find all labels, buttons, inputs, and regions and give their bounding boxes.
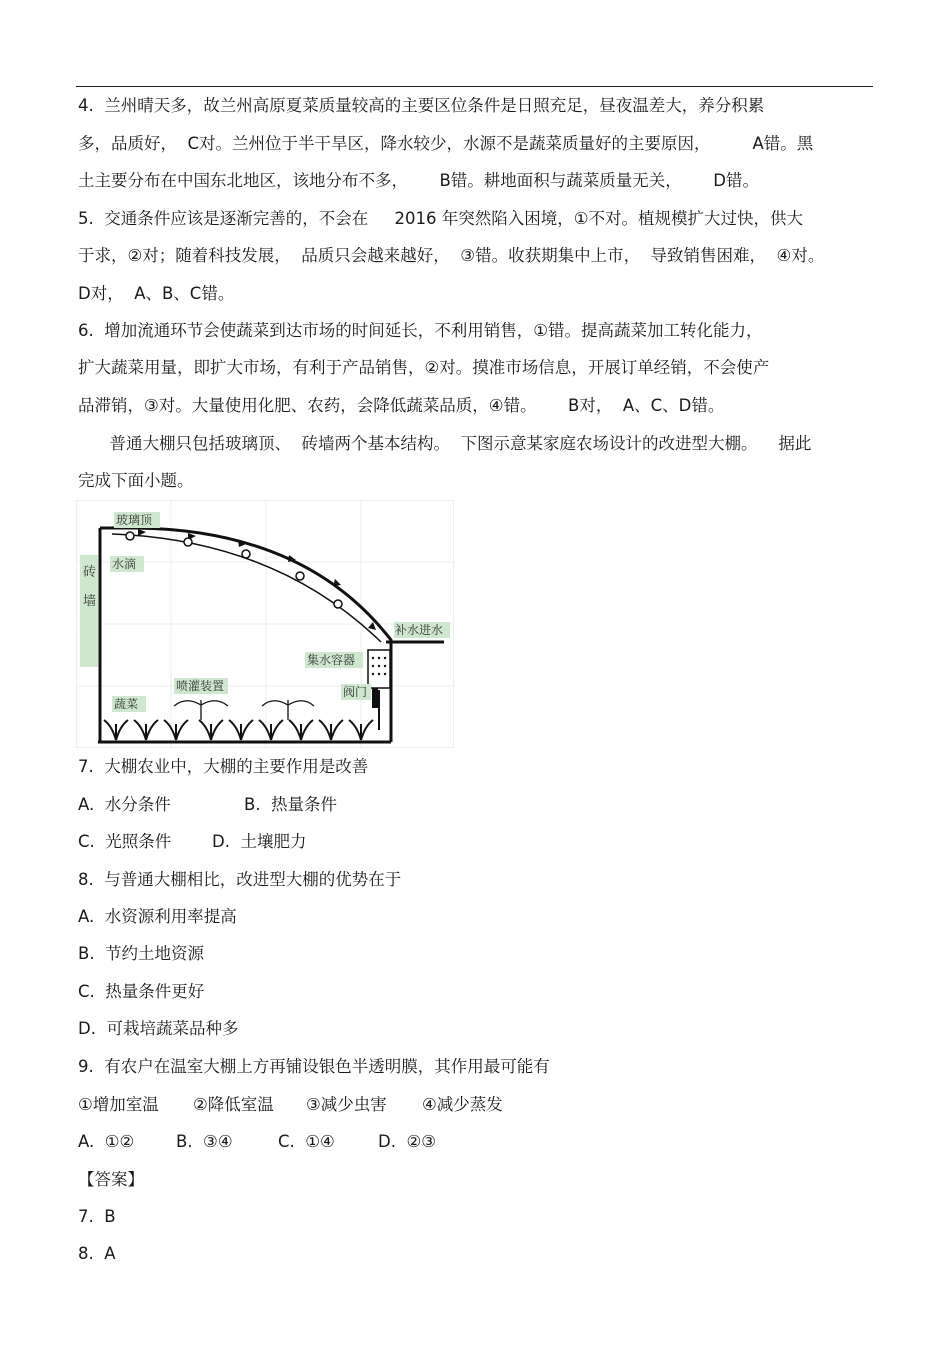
q9-option-c: C. ①④ <box>278 1132 335 1151</box>
answer-line: 8. A <box>78 1244 116 1263</box>
text-line: 扩大蔬菜用量，即扩大市场，有利于产品销售，②对。摸准市场信息，开展订单经销，不会使产 <box>78 358 770 377</box>
header-rule <box>76 86 873 87</box>
q9-option-d: D. ②③ <box>378 1132 437 1151</box>
q8-option-b: B. 节约土地资源 <box>78 944 205 963</box>
q9-item: ③减少虫害 <box>306 1095 387 1114</box>
q8-option-a: A. 水资源利用率提高 <box>78 907 237 926</box>
q8-option-c: C. 热量条件更好 <box>78 982 205 1001</box>
sprinkler-label: 喷灌装置 <box>176 679 225 693</box>
text-line: 5. 交通条件应该是逐渐完善的，不会在 2016 年突然陷入困境，①不对。植规模扩大过快，供大 <box>78 209 803 228</box>
q7-option-c: C. 光照条件 <box>78 832 172 851</box>
greenhouse-diagram <box>76 500 454 748</box>
q7-option-b: B. 热量条件 <box>244 795 338 814</box>
roof-label: 玻璃顶 <box>116 513 153 527</box>
tank-label: 集水容器 <box>307 653 356 667</box>
q9-option-a: A. ①② <box>78 1132 135 1151</box>
q7-option-d: D. 土壤肥力 <box>212 832 307 851</box>
text-line: D对， A、B、C错。 <box>78 284 235 303</box>
text-line: 品滞销，③对。大量使用化肥、农药，会降低蔬菜品质，④错。 B对， A、C、D错。 <box>78 396 725 415</box>
vegetable-label: 蔬菜 <box>114 697 139 711</box>
wall-label-1: 砖 <box>83 565 97 580</box>
wall-label-2: 墙 <box>83 594 97 609</box>
question-7-stem: 7. 大棚农业中，大棚的主要作用是改善 <box>78 757 369 776</box>
text-line: 多，品质好， C对。兰州位于半干旱区，降水较少，水源不是蔬菜质量好的主要原因， A错。黑 <box>78 134 814 153</box>
drops-label: 水滴 <box>112 557 137 571</box>
question-8-stem: 8. 与普通大棚相比，改进型大棚的优势在于 <box>78 870 402 889</box>
water-tank <box>368 650 390 688</box>
answer-line: 7. B <box>78 1207 116 1226</box>
answer-header: 【答案】 <box>78 1170 144 1189</box>
q9-item: ①增加室温 <box>78 1095 159 1114</box>
q7-option-a: A. 水分条件 <box>78 795 171 814</box>
q9-item: ④减少蒸发 <box>422 1095 503 1114</box>
text-line: 6. 增加流通环节会使蔬菜到达市场的时间延长，不利用销售，①错。提高蔬菜加工转化能力， <box>78 321 763 340</box>
inlet-label: 补水进水 <box>395 623 444 637</box>
question-9-stem: 9. 有农户在温室大棚上方再铺设银色半透明膜，其作用最可能有 <box>78 1057 550 1076</box>
text-line: 4. 兰州晴天多，故兰州高原夏菜质量较高的主要区位条件是日照充足，昼夜温差大，养分积累 <box>78 96 765 115</box>
q8-option-d: D. 可栽培蔬菜品种多 <box>78 1019 239 1038</box>
q9-item: ②降低室温 <box>193 1095 274 1114</box>
valve-label: 阀门 <box>343 685 368 699</box>
text-line: 完成下面小题。 <box>78 471 194 490</box>
q9-option-b: B. ③④ <box>176 1132 233 1151</box>
text-line: 土主要分布在中国东北地区，该地分布不多， B错。耕地面积与蔬菜质量无关， D错。 <box>78 171 759 190</box>
text-line: 普通大棚只包括玻璃顶、 砖墙两个基本结构。 下图示意某家庭农场设计的改进型大棚。 据此 <box>78 434 812 453</box>
valve-icon <box>372 688 378 708</box>
text-line: 于求，②对；随着科技发展， 品质只会越来越好， ③错。收获期集中上市， 导致销售困难， ④对。 <box>78 246 825 265</box>
